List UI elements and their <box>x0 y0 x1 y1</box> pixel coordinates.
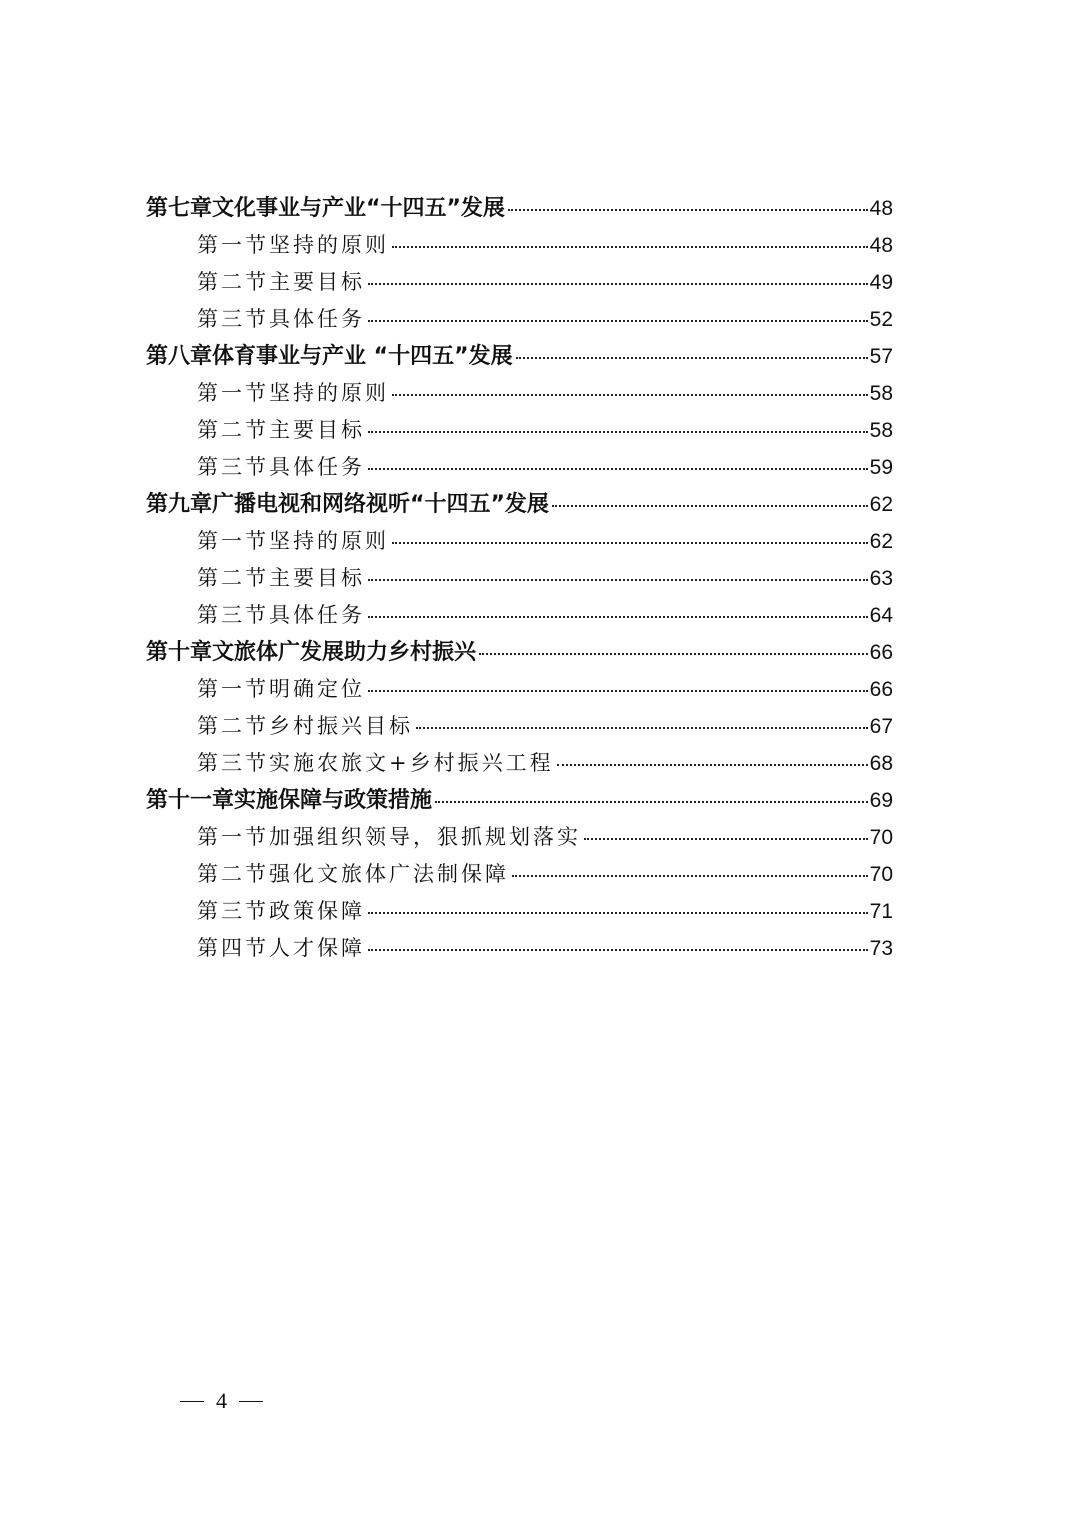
toc-chapter-entry[interactable] <box>146 190 893 227</box>
toc-leader-dots <box>584 837 868 840</box>
toc-section-entry[interactable] <box>146 412 893 449</box>
toc-entry-title: 第二节主要目标 <box>197 418 365 442</box>
toc-section-entry[interactable] <box>146 930 893 967</box>
toc-page-number: 48 <box>869 234 893 257</box>
toc-leader-dots <box>479 652 868 655</box>
toc-chapter-entry[interactable] <box>146 782 893 819</box>
toc-leader-dots <box>435 800 868 803</box>
toc-page-number: 71 <box>869 900 893 923</box>
toc-entry-title: 第一节明确定位 <box>197 677 365 701</box>
toc-leader-dots <box>368 689 868 692</box>
toc-section-entry[interactable] <box>146 523 893 560</box>
toc-entry-title: 第一节加强组织领导，狠抓规划落实 <box>197 825 581 849</box>
toc-entry-title: 第二节强化文旅体广法制保障 <box>197 862 509 886</box>
toc-page-number: 70 <box>869 863 893 886</box>
footer-dash-left <box>180 1401 204 1402</box>
toc-chapter-entry[interactable] <box>146 634 893 671</box>
toc-leader-dots <box>552 504 868 507</box>
toc-entry-title: 第二节乡村振兴目标 <box>197 714 413 738</box>
footer-page-number: 4 <box>216 1388 227 1413</box>
toc-page-number: 63 <box>869 567 893 590</box>
toc-section-entry[interactable] <box>146 375 893 412</box>
toc-section-entry[interactable] <box>146 227 893 264</box>
toc-chapter-entry[interactable] <box>146 338 893 375</box>
toc-page-number: 66 <box>869 641 893 664</box>
toc-leader-dots <box>392 393 868 396</box>
toc-section-entry[interactable] <box>146 671 893 708</box>
toc-page-number: 52 <box>869 308 893 331</box>
toc-page-number: 59 <box>869 456 893 479</box>
toc-section-entry[interactable] <box>146 893 893 930</box>
page-footer <box>180 1388 263 1414</box>
toc-leader-dots <box>368 578 868 581</box>
toc-entry-title: 第四节人才保障 <box>197 936 365 960</box>
table-of-contents <box>146 190 893 967</box>
toc-page-number: 62 <box>869 493 893 516</box>
toc-chapter-entry[interactable] <box>146 486 893 523</box>
toc-section-entry[interactable] <box>146 745 893 782</box>
footer-dash-right <box>239 1401 263 1402</box>
toc-entry-title: 第三节具体任务 <box>197 307 365 331</box>
toc-leader-dots <box>368 911 868 914</box>
toc-section-entry[interactable] <box>146 819 893 856</box>
toc-entry-title: 第一节坚持的原则 <box>197 233 389 257</box>
toc-page-number: 58 <box>869 382 893 405</box>
toc-page-number: 64 <box>869 604 893 627</box>
toc-page-number: 57 <box>869 345 893 368</box>
toc-leader-dots <box>508 208 868 211</box>
toc-leader-dots <box>416 726 868 729</box>
toc-entry-title: 第九章广播电视和网络视听“十四五”发展 <box>146 492 549 517</box>
toc-leader-dots <box>512 874 868 877</box>
toc-section-entry[interactable] <box>146 597 893 634</box>
toc-page-number: 70 <box>869 826 893 849</box>
toc-leader-dots <box>368 948 868 951</box>
toc-leader-dots <box>516 356 868 359</box>
toc-leader-dots <box>368 282 868 285</box>
toc-entry-title: 第一节坚持的原则 <box>197 381 389 405</box>
toc-page-number: 69 <box>869 789 893 812</box>
toc-leader-dots <box>392 245 868 248</box>
toc-leader-dots <box>368 467 868 470</box>
toc-page-number: 73 <box>869 937 893 960</box>
toc-page-number: 48 <box>869 197 893 220</box>
toc-entry-title: 第八章体育事业与产业 “十四五”发展 <box>146 344 513 369</box>
toc-entry-title: 第二节主要目标 <box>197 566 365 590</box>
toc-leader-dots <box>368 319 868 322</box>
toc-entry-title: 第一节坚持的原则 <box>197 529 389 553</box>
toc-entry-title: 第三节政策保障 <box>197 899 365 923</box>
toc-section-entry[interactable] <box>146 856 893 893</box>
toc-page-number: 67 <box>869 715 893 738</box>
toc-entry-title: 第十章文旅体广发展助力乡村振兴 <box>146 640 477 665</box>
toc-entry-title: 第三节实施农旅文+乡村振兴工程 <box>197 751 554 775</box>
toc-section-entry[interactable] <box>146 560 893 597</box>
toc-section-entry[interactable] <box>146 301 893 338</box>
toc-page-number: 66 <box>869 678 893 701</box>
toc-leader-dots <box>368 615 868 618</box>
toc-page-number: 68 <box>869 752 893 775</box>
toc-entry-title: 第七章文化事业与产业“十四五”发展 <box>146 196 505 221</box>
toc-section-entry[interactable] <box>146 264 893 301</box>
toc-section-entry[interactable] <box>146 449 893 486</box>
toc-section-entry[interactable] <box>146 708 893 745</box>
toc-leader-dots <box>557 763 868 766</box>
toc-page-number: 58 <box>869 419 893 442</box>
toc-page-number: 62 <box>869 530 893 553</box>
toc-entry-title: 第二节主要目标 <box>197 270 365 294</box>
toc-leader-dots <box>368 430 868 433</box>
toc-page-number: 49 <box>869 271 893 294</box>
toc-leader-dots <box>392 541 868 544</box>
toc-entry-title: 第三节具体任务 <box>197 603 365 627</box>
toc-entry-title: 第三节具体任务 <box>197 455 365 479</box>
toc-entry-title: 第十一章实施保障与政策措施 <box>146 788 433 813</box>
